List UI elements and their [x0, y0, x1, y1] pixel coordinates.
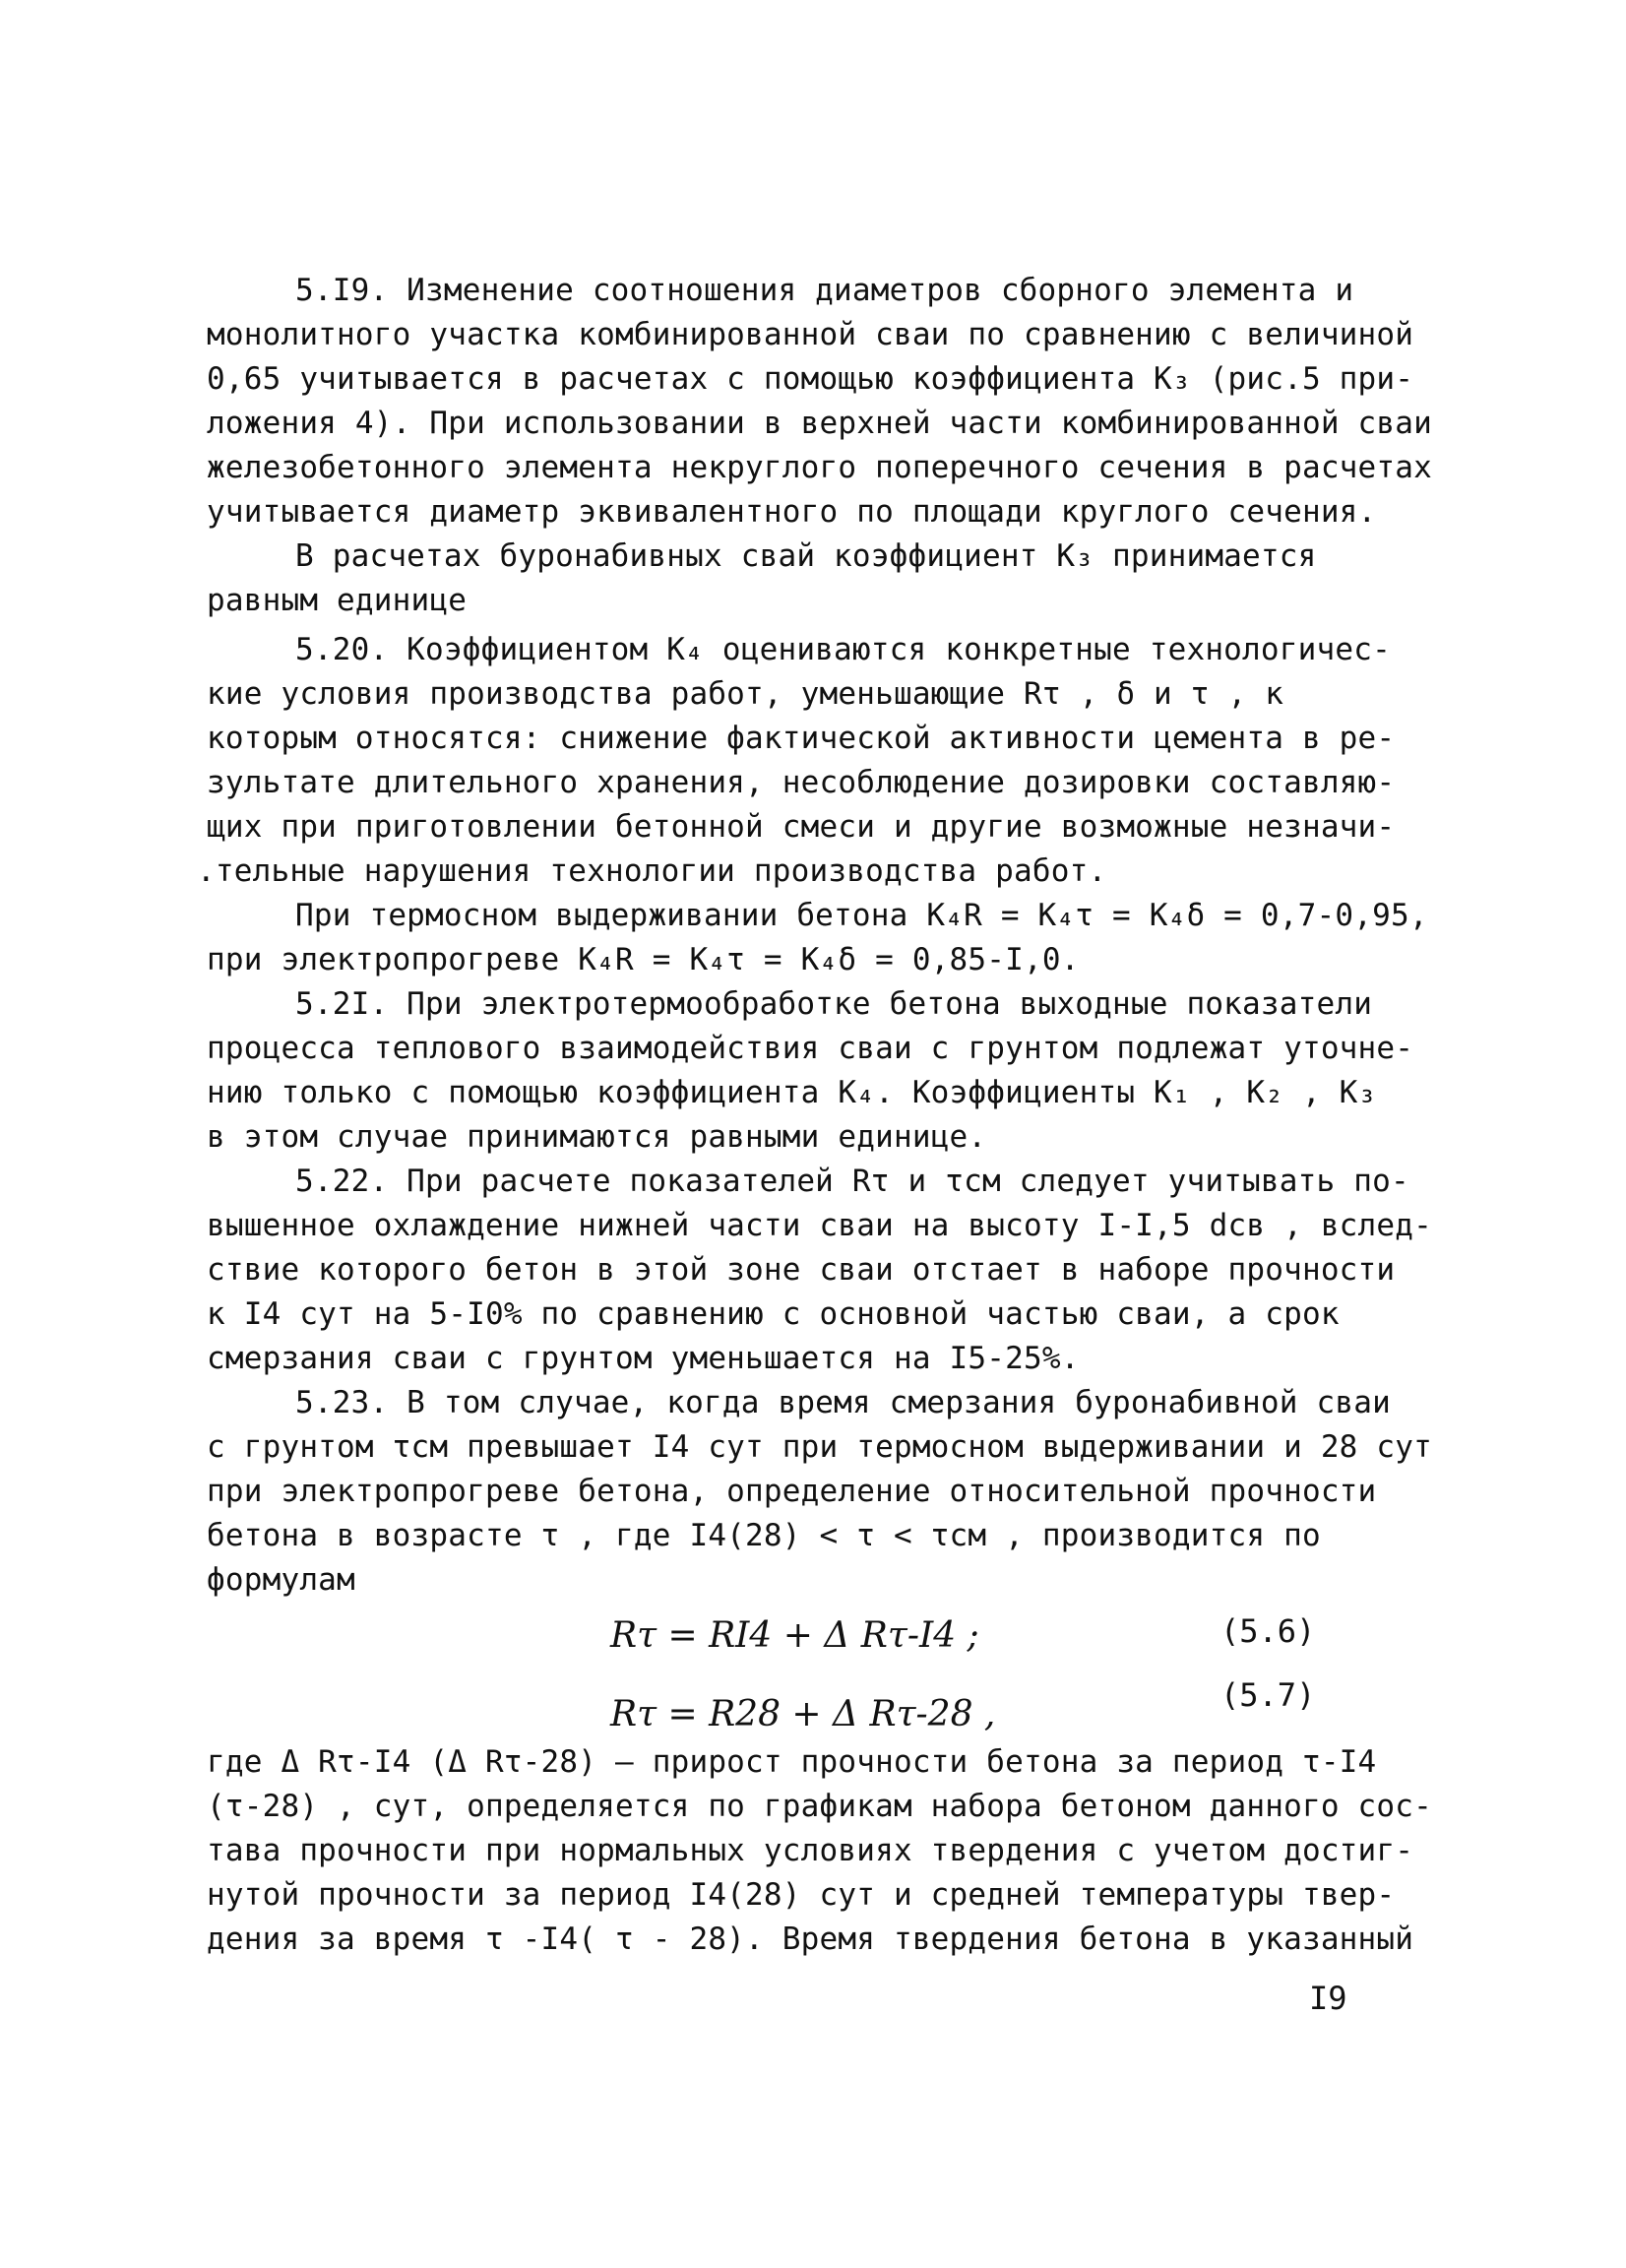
text-line: В расчетах буронабивных свай коэффициент K₃ принимается: [295, 538, 1317, 574]
text-line: смерзания сваи с грунтом уменьшается на I5-25%.: [207, 1341, 1080, 1376]
text-line: процесса теплового взаимодействия сваи с грунтом подлежат уточне-: [207, 1031, 1414, 1066]
text-line: при электропрогреве бетона, определение относительной прочности: [207, 1474, 1377, 1509]
text-line: при электропрогреве K₄R = K₄τ = K₄δ = 0,85-I,0.: [207, 942, 1080, 977]
text-line: с грунтом τсм превышает I4 сут при термосном выдерживании и 28 сут: [207, 1429, 1432, 1465]
text-line: ложения 4). При использовании в верхней части комбинированной сваи: [207, 406, 1432, 441]
text-line: железобетонного элемента некруглого поперечного сечения в расчетах: [207, 450, 1432, 485]
text-line: вышенное охлаждение нижней части сваи на высоту I-I,5 dсв , вслед-: [207, 1208, 1432, 1243]
text-line: кие условия производства работ, уменьшающие Rτ , δ и τ , к: [207, 676, 1284, 712]
text-line: формулам: [207, 1562, 355, 1598]
text-line: нутой прочности за период I4(28) сут и средней температуры твер-: [207, 1877, 1396, 1913]
text-line: щих при приготовлении бетонной смеси и другие возможные незначи-: [207, 809, 1396, 845]
text-line: ствие которого бетон в этой зоне сваи отстает в наборе прочности: [207, 1252, 1396, 1288]
text-line: (τ-28) , сут, определяется по графикам набора бетоном данного сос-: [207, 1789, 1432, 1824]
text-line: При термосном выдерживании бетона K₄R = K₄τ = K₄δ = 0,7-0,95,: [295, 898, 1428, 933]
formula-5-7: Rτ = R28 + Δ Rτ-28 ,: [610, 1694, 996, 1734]
equation-number: (5.6): [1220, 1612, 1316, 1650]
text-line: монолитного участка комбинированной сваи по сравнению с величиной: [207, 317, 1414, 352]
text-line: к I4 сут на 5-I0% по сравнению с основной частью сваи, а срок: [207, 1296, 1340, 1332]
text-line: бетона в возрасте τ , где I4(28) < τ < τсм , производится по: [207, 1518, 1321, 1553]
text-line: дения за время τ -I4( τ - 28). Время твердения бетона в указанный: [207, 1922, 1414, 1957]
text-line: в этом случае принимаются равными единице.: [207, 1119, 987, 1155]
text-line: равным единице: [207, 583, 468, 618]
text-line: нию только с помощью коэффициента K₄. Коэффициенты K₁ , K₂ , K₃: [207, 1075, 1377, 1110]
page-number: I9: [1309, 1980, 1347, 2017]
text-line: 5.22. При расчете показателей Rτ и τсм следует учитывать по-: [295, 1164, 1409, 1199]
text-line: 0,65 учитывается в расчетах с помощью коэффициента K₃ (рис.5 при-: [207, 361, 1414, 397]
text-line: зультате длительного хранения, несоблюдение дозировки составляю-: [207, 765, 1396, 800]
equation-number: (5.7): [1220, 1676, 1316, 1714]
text-line: 5.2I. При электротермообработке бетона выходные показатели: [295, 986, 1373, 1022]
text-line: учитывается диаметр эквивалентного по площади круглого сечения.: [207, 494, 1377, 530]
text-line: 5.I9. Изменение соотношения диаметров сборного элемента и: [295, 273, 1354, 308]
formula-5-6: Rτ = RI4 + Δ Rτ-I4 ;: [610, 1615, 979, 1656]
text-line: .тельные нарушения технологии производства работ.: [197, 853, 1107, 889]
text-line: 5.20. Коэффициентом K₄ оцениваются конкретные технологичес-: [295, 632, 1391, 667]
text-line: тава прочности при нормальных условиях твердения с учетом достиг-: [207, 1833, 1414, 1868]
text-line: где Δ Rτ-I4 (Δ Rτ-28) – прирост прочности бетона за период τ-I4: [207, 1744, 1377, 1780]
text-line: которым относятся: снижение фактической активности цемента в ре-: [207, 721, 1396, 756]
text-line: 5.23. В том случае, когда время смерзания буронабивной сваи: [295, 1385, 1391, 1420]
